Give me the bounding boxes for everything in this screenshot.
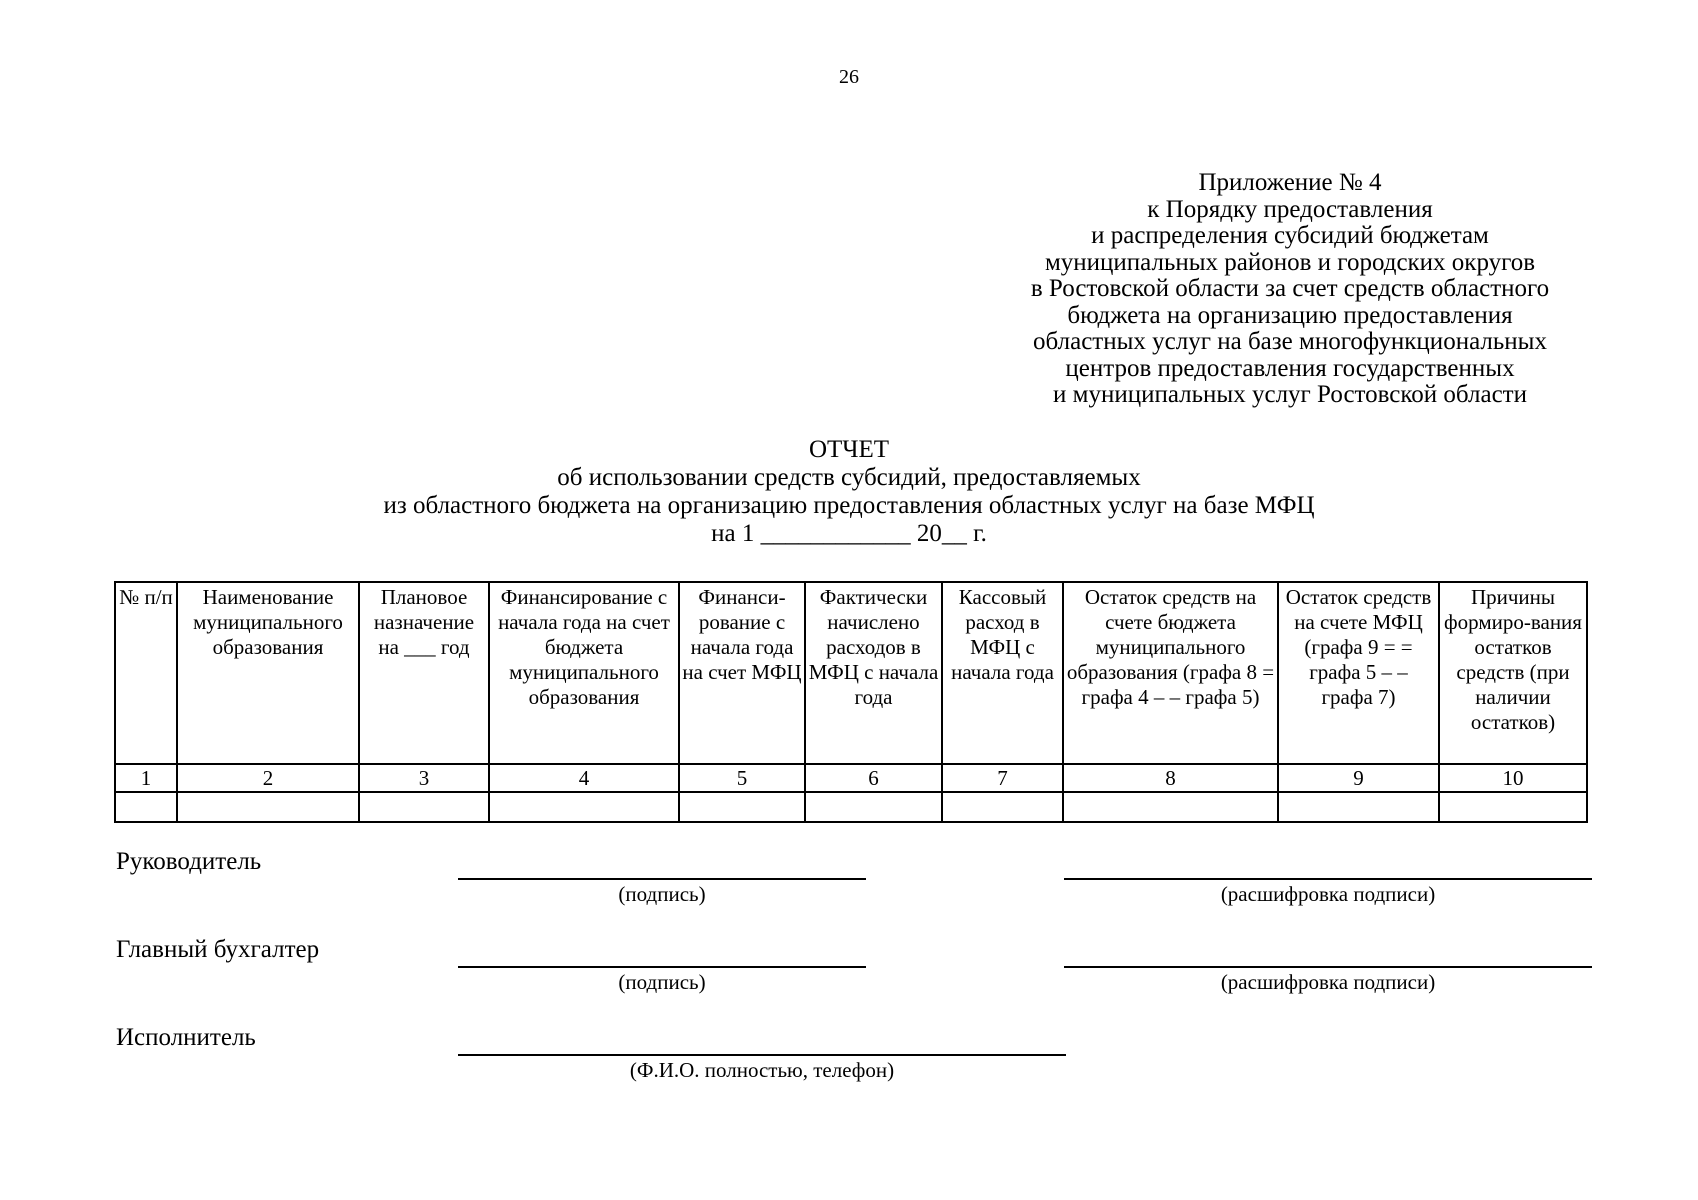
table-cell: [805, 792, 942, 822]
table-cell: [1063, 792, 1278, 822]
empty-data-row: [115, 792, 1587, 822]
chief-accountant-decoding-line: [1064, 966, 1592, 968]
appendix-line: бюджета на организацию предоставления: [1067, 301, 1513, 329]
report-title: ОТЧЕТ: [808, 436, 890, 463]
table-header-row: [115, 582, 1587, 764]
appendix-line: Приложение № 4: [1198, 169, 1382, 196]
head-decoding-line: [1064, 878, 1592, 880]
header-cell: Наименование муниципального образования: [177, 582, 359, 764]
header-cell: Остаток средств на счете МФЦ (графа 9 = = графа 5 – – графа 7): [1278, 582, 1439, 764]
column-number: 2: [177, 764, 359, 792]
table-cell: [177, 792, 359, 822]
decoding-caption: (расшифровка подписи): [1220, 970, 1436, 994]
table-cell: [679, 792, 805, 822]
appendix-line: и муниципальных услуг Ростовской области: [1053, 381, 1527, 408]
column-number: 1: [115, 764, 177, 792]
column-number: 4: [489, 764, 679, 792]
table-cell: [1439, 792, 1587, 822]
signature-caption: (подпись): [618, 970, 706, 994]
table-cell: [489, 792, 679, 822]
report-subtitle: об использовании средств субсидий, предоставляемых: [557, 464, 1141, 491]
header-cell: Финансирование с начала года на счет бюджета муниципального образования: [489, 582, 679, 764]
page-number: 26: [839, 66, 859, 88]
chief-accountant-signature-line: [458, 966, 866, 968]
table-cell: [942, 792, 1063, 822]
table-cell: [1278, 792, 1439, 822]
executor-caption: (Ф.И.О. полностью, телефон): [629, 1058, 895, 1082]
report-table: [114, 581, 1588, 823]
report-date-line: на 1 ____________ 20__ г.: [711, 520, 987, 547]
executor-label: Исполнитель: [116, 1024, 256, 1051]
appendix-line: в Ростовской области за счет средств областного: [1030, 275, 1550, 302]
column-number: 8: [1063, 764, 1278, 792]
signature-caption: (подпись): [618, 882, 706, 906]
report-subtitle: из областного бюджета на организацию предоставления областных услуг на базе МФЦ: [383, 492, 1315, 519]
header-cell: Остаток средств на счете бюджета муниципального образования (графа 8 = графа 4 – – графа 5): [1063, 582, 1278, 764]
column-number-row: [115, 764, 1587, 792]
appendix-line: областных услуг на базе многофункциональных: [1033, 328, 1547, 355]
column-number: 10: [1439, 764, 1587, 792]
column-number: 6: [805, 764, 942, 792]
header-cell: Финанси-рование с начала года на счет МФЦ: [679, 582, 805, 764]
header-cell: № п/п: [115, 582, 177, 764]
column-number: 3: [359, 764, 489, 792]
appendix-line: центров предоставления государственных: [1065, 354, 1515, 382]
appendix-line: муниципальных районов и городских округов: [1044, 248, 1536, 276]
column-number: 9: [1278, 764, 1439, 792]
decoding-caption: (расшифровка подписи): [1220, 882, 1436, 906]
table-cell: [359, 792, 489, 822]
head-label: Руководитель: [116, 848, 262, 875]
table-cell: [115, 792, 177, 822]
appendix-line: и распределения субсидий бюджетам: [1091, 222, 1489, 249]
appendix-header: [990, 170, 1590, 409]
executor-line: [458, 1054, 1066, 1056]
header-cell: Причины формиро-вания остатков средств (при наличии остатков): [1439, 582, 1587, 764]
header-cell: Фактически начислено расходов в МФЦ с начала года: [805, 582, 942, 764]
appendix-line: к Порядку предоставления: [1147, 195, 1433, 223]
header-cell: Кассовый расход в МФЦ с начала года: [942, 582, 1063, 764]
column-number: 5: [679, 764, 805, 792]
report-title-block: [0, 436, 1698, 548]
header-cell: Плановое назначение на ___ год: [359, 582, 489, 764]
head-signature-line: [458, 878, 866, 880]
chief-accountant-label: Главный бухгалтер: [116, 936, 320, 963]
column-number: 7: [942, 764, 1063, 792]
